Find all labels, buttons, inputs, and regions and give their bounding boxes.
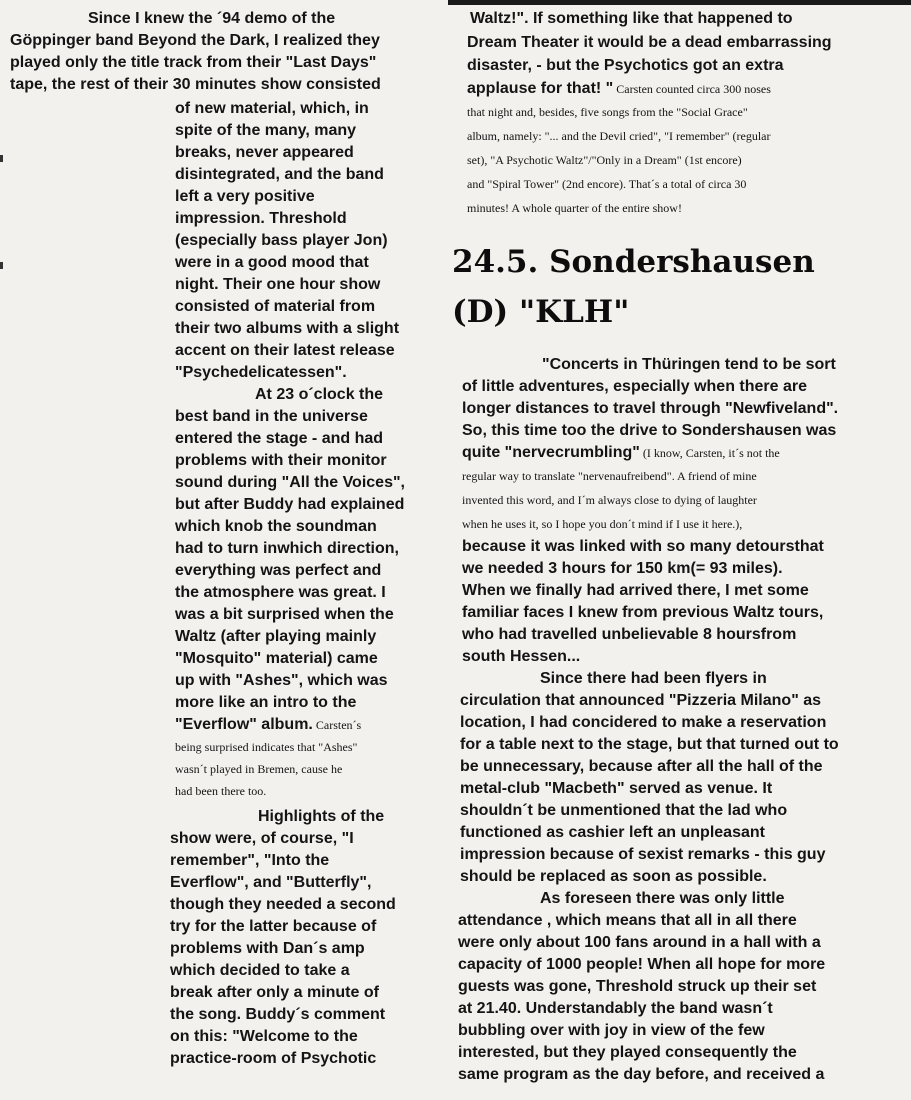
body-line: who had travelled unbelievable 8 hoursfrom xyxy=(462,626,797,643)
body-line: tape, the rest of their 30 minutes show consisted xyxy=(10,76,381,93)
body-line: accent on their latest release xyxy=(175,342,395,359)
body-line: bubbling over with joy in view of the few xyxy=(458,1022,765,1039)
body-line: we needed 3 hours for 150 km(= 93 miles). xyxy=(462,560,783,577)
small-print-text: (I know, Carsten, it´s not the xyxy=(639,446,780,460)
body-line xyxy=(175,714,361,736)
body-line: Since I knew the ´94 demo of the xyxy=(88,10,336,27)
body-line: longer distances to travel through "Newfiveland". xyxy=(462,400,839,417)
body-line: Everflow", and "Butterfly", xyxy=(170,874,372,891)
body-line: familiar faces I knew from previous Waltz tours, xyxy=(462,604,824,621)
section-heading: (D) "KLH" xyxy=(452,294,630,330)
body-line: remember", "Into the xyxy=(170,852,330,869)
body-line: the song. Buddy´s comment xyxy=(170,1006,386,1023)
body-line: shouldn´t be unmentioned that the lad who xyxy=(460,802,788,819)
scan-margin-mark xyxy=(0,155,3,162)
body-line: capacity of 1000 people! When all hope for more xyxy=(458,956,826,973)
body-line: sound during "All the Voices", xyxy=(175,474,405,491)
small-print-line: that night and, besides, five songs from the "Social Grace" xyxy=(467,105,748,119)
body-line: "Concerts in Thüringen tend to be sort xyxy=(542,356,836,373)
body-line: metal-club "Macbeth" served as venue. It xyxy=(460,780,773,797)
body-line: on this: "Welcome to the xyxy=(170,1028,358,1045)
body-line: attendance , which means that all in all there xyxy=(458,912,797,929)
body-line: problems with Dan´s amp xyxy=(170,940,365,957)
body-line xyxy=(467,78,771,100)
small-print-line: album, namely: "... and the Devil cried", "I remember" (regular xyxy=(467,129,771,143)
body-line: practice-room of Psychotic xyxy=(170,1050,377,1067)
small-print-line: being surprised indicates that "Ashes" xyxy=(175,740,358,754)
body-line: but after Buddy had explained xyxy=(175,496,405,513)
body-line: should be replaced as soon as possible. xyxy=(460,868,767,885)
body-line: Göppinger band Beyond the Dark, I realized they xyxy=(10,32,380,49)
body-line: though they needed a second xyxy=(170,896,396,913)
body-line: at 21.40. Understandably the band wasn´t xyxy=(458,1000,773,1017)
small-print-line: invented this word, and I´m always close to dying of laughter xyxy=(462,493,757,507)
body-line: guests was gone, Threshold struck up their set xyxy=(458,978,817,995)
body-line: which knob the soundman xyxy=(175,518,377,535)
small-print-line: set), "A Psychotic Waltz"/"Only in a Dream" (1st encore) xyxy=(467,153,742,167)
body-line: impression. Threshold xyxy=(175,210,347,227)
small-print-line: and "Spiral Tower" (2nd encore). That´s a total of circa 30 xyxy=(467,177,747,191)
body-line: Dream Theater it would be a dead embarrassing xyxy=(467,34,832,51)
body-line: location, I had concidered to make a reservation xyxy=(460,714,827,731)
body-line: for a table next to the stage, but that turned out to xyxy=(460,736,839,753)
body-line: show were, of course, "I xyxy=(170,830,354,847)
small-print-line: wasn´t played in Bremen, cause he xyxy=(175,762,343,776)
small-print-text: Carsten´s xyxy=(312,718,362,732)
body-line: problems with their monitor xyxy=(175,452,387,469)
small-print-line: minutes! A whole quarter of the entire show! xyxy=(467,201,682,215)
small-print-text: Carsten counted circa 300 noses xyxy=(613,82,771,96)
body-line: same program as the day before, and received a xyxy=(458,1066,825,1083)
body-line: everything was perfect and xyxy=(175,562,382,579)
body-line xyxy=(462,442,780,464)
small-print-line: regular way to translate "nervenaufreibend". A friend of mine xyxy=(462,469,757,483)
body-line: disintegrated, and the band xyxy=(175,166,384,183)
small-print-line: had been there too. xyxy=(175,784,267,798)
body-line: their two albums with a slight xyxy=(175,320,400,337)
body-line: consisted of material from xyxy=(175,298,376,315)
body-line: more like an intro to the xyxy=(175,694,357,711)
body-line: circulation that announced "Pizzeria Milano" as xyxy=(460,692,822,709)
body-line: Waltz (after playing mainly xyxy=(175,628,377,645)
body-line: "Mosquito" material) came xyxy=(175,650,378,667)
body-line: left a very positive xyxy=(175,188,315,205)
body-line: disaster, - but the Psychotics got an extra xyxy=(467,57,784,74)
body-line: spite of the many, many xyxy=(175,122,357,139)
body-line: had to turn inwhich direction, xyxy=(175,540,399,557)
small-print-line: when he uses it, so I hope you don´t mind if I use it here.), xyxy=(462,517,743,531)
body-line: played only the title track from their "Last Days" xyxy=(10,54,377,71)
body-line: night. Their one hour show xyxy=(175,276,381,293)
body-line: break after only a minute of xyxy=(170,984,379,1001)
body-line: interested, but they played consequently the xyxy=(458,1044,797,1061)
body-line: So, this time too the drive to Sondershausen was xyxy=(462,422,837,439)
body-line-text: "Everflow" album. xyxy=(175,716,313,733)
body-line-text: applause for that! " xyxy=(467,80,614,97)
top-rule xyxy=(448,0,911,5)
body-line: was a bit surprised when the xyxy=(175,606,394,623)
body-line: the atmosphere was great. I xyxy=(175,584,386,601)
body-line: breaks, never appeared xyxy=(175,144,354,161)
body-line: As foreseen there was only little xyxy=(540,890,785,907)
scan-margin-mark xyxy=(0,262,3,269)
section-heading: 24.5. Sondershausen xyxy=(452,244,815,280)
body-line: be unnecessary, because after all the hall of the xyxy=(460,758,823,775)
body-line: functioned as cashier left an unpleasant xyxy=(460,824,765,841)
body-line: Waltz!". If something like that happened to xyxy=(470,10,793,27)
body-line: up with "Ashes", which was xyxy=(175,672,388,689)
body-line: of new material, which, in xyxy=(175,100,369,117)
body-line: were only about 100 fans around in a hall with a xyxy=(458,934,821,951)
body-line: Since there had been flyers in xyxy=(540,670,767,687)
body-line: entered the stage - and had xyxy=(175,430,384,447)
body-line: because it was linked with so many detoursthat xyxy=(462,538,824,555)
body-line: (especially bass player Jon) xyxy=(175,232,388,249)
body-line: were in a good mood that xyxy=(175,254,369,271)
body-line: of little adventures, especially when there are xyxy=(462,378,808,395)
body-line: best band in the universe xyxy=(175,408,368,425)
body-line: try for the latter because of xyxy=(170,918,377,935)
body-line: which decided to take a xyxy=(170,962,350,979)
body-line: south Hessen... xyxy=(462,648,581,665)
body-line: When we finally had arrived there, I met some xyxy=(462,582,809,599)
body-line: impression because of sexist remarks - this guy xyxy=(460,846,826,863)
body-line: Highlights of the xyxy=(258,808,385,825)
body-line: "Psychedelicatessen". xyxy=(175,364,347,381)
body-line: At 23 o´clock the xyxy=(255,386,384,403)
body-line-text: quite "nervecrumbling" xyxy=(462,444,640,461)
